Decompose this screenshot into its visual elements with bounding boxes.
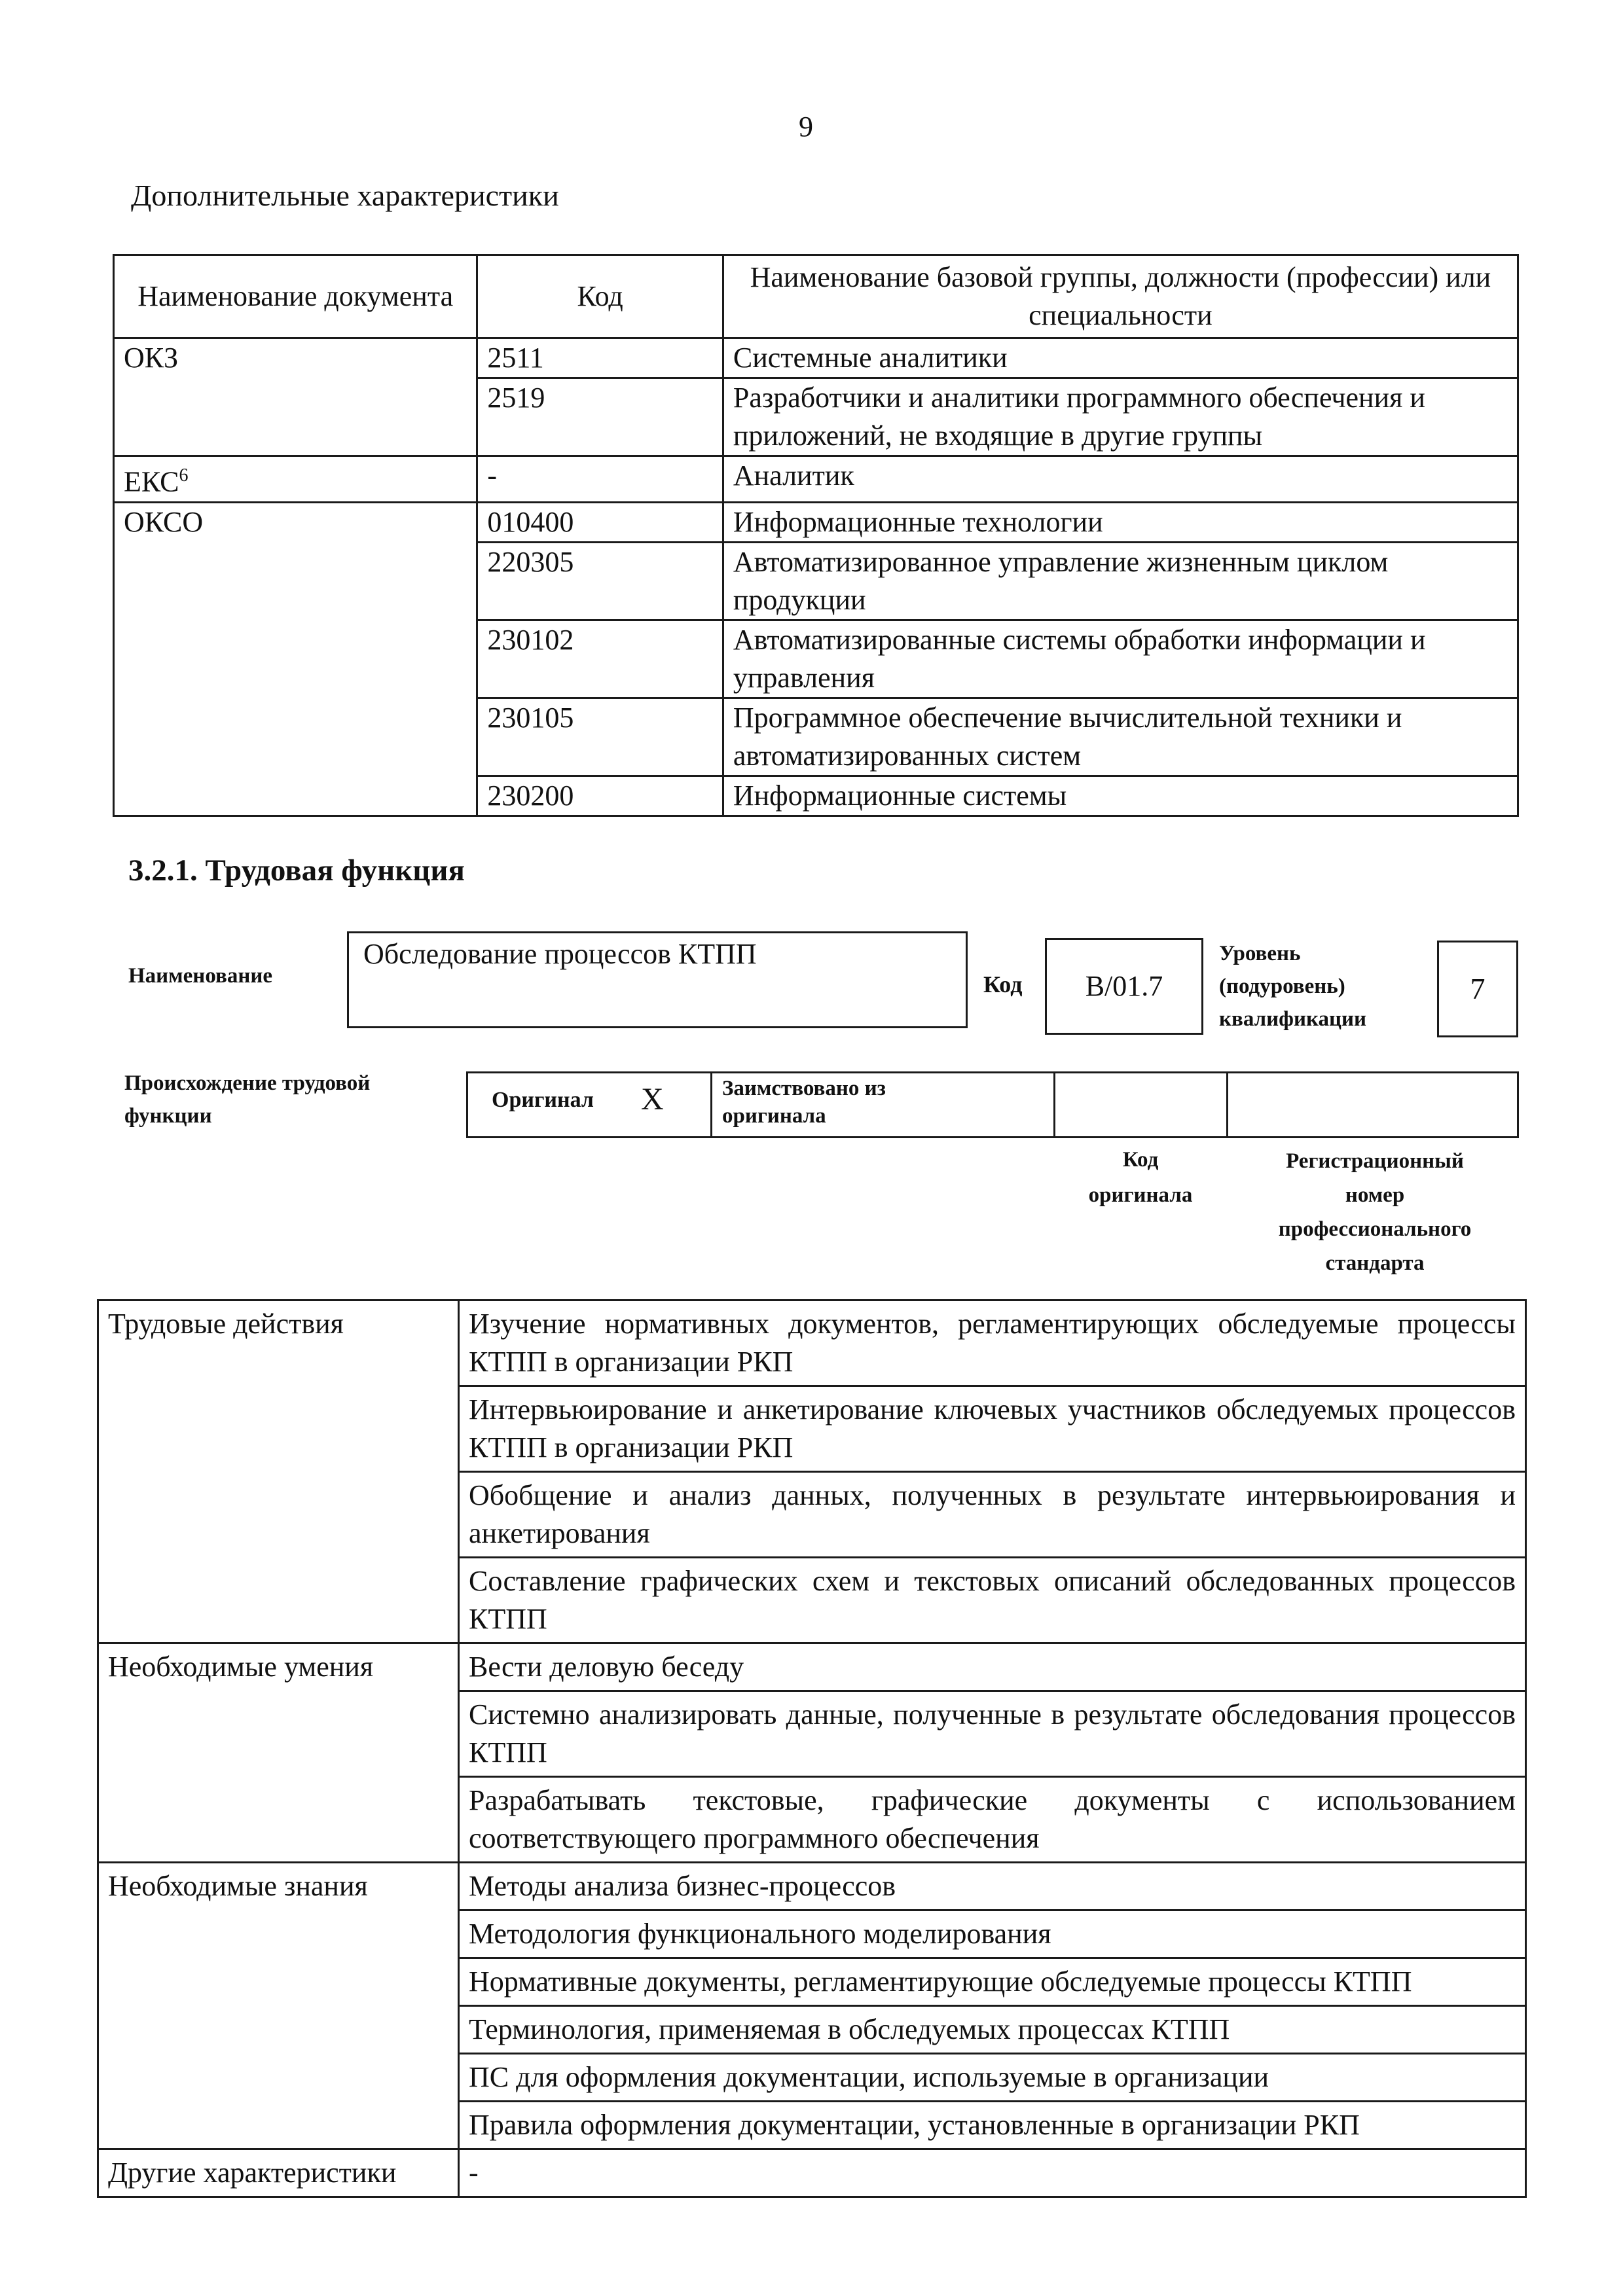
table-cell: Разрабатывать текстовые, графические документы с использованием соответствующего программного обеспечения — [459, 1777, 1526, 1863]
section-label: Трудовые действия — [98, 1300, 459, 1643]
registration-number-caption-line: номер — [1345, 1183, 1405, 1207]
name-cell: Автоматизированные системы обработки информации и управления — [723, 620, 1518, 698]
document-cell — [114, 338, 477, 456]
table-header-row — [114, 255, 1518, 338]
table-cell: Терминология, применяемая в обследуемых процессах КТПП — [459, 2006, 1526, 2054]
document-name: ОКСО — [124, 505, 204, 538]
labor-function-heading: 3.2.1. Трудовая функция — [128, 853, 465, 888]
page-number: 9 — [799, 111, 813, 143]
qualification-level-value: 7 — [1470, 972, 1486, 1005]
table-cell: Методология функционального моделирования — [459, 1910, 1526, 1958]
cell-divider — [1053, 1071, 1055, 1138]
document-name: ОКЗ — [124, 342, 179, 374]
name-cell: Аналитик — [723, 456, 1518, 503]
footnote-marker: 6 — [179, 465, 189, 486]
original-code-caption-line: Код — [1122, 1148, 1159, 1172]
table-row — [114, 502, 1518, 542]
cell-divider — [710, 1071, 712, 1138]
code-cell: 220305 — [477, 542, 723, 620]
section-heading: Дополнительные характеристики — [131, 179, 559, 212]
document-cell — [114, 456, 477, 503]
code-cell: - — [477, 456, 723, 503]
table-cell: Правила оформления документации, установленные в организации РКП — [459, 2102, 1526, 2149]
table-cell: Изучение нормативных документов, регламентирующих обследуемые процессы КТПП в организации РКП — [459, 1300, 1526, 1386]
name-cell: Автоматизированное управление жизненным циклом продукции — [723, 542, 1518, 620]
function-name-box — [347, 931, 968, 1028]
table-row — [114, 338, 1518, 378]
function-name-value: Обследование процессов КТПП — [363, 938, 757, 970]
borrowed-label — [722, 1075, 886, 1130]
origin-label — [124, 1067, 370, 1132]
column-header-document: Наименование документа — [114, 255, 477, 338]
table-cell: Нормативные документы, регламентирующие обследуемые процессы КТПП — [459, 1958, 1526, 2006]
table-row — [98, 1300, 1526, 1386]
table-cell: Вести деловую беседу — [459, 1643, 1526, 1691]
code-label: Код — [983, 971, 1023, 997]
registration-number-caption-line: профессионального — [1278, 1217, 1472, 1241]
code-cell: 2511 — [477, 338, 723, 378]
original-code-caption — [1051, 1142, 1230, 1213]
original-mark: X — [641, 1082, 664, 1117]
name-cell: Информационные технологии — [723, 502, 1518, 542]
cell-divider — [1226, 1071, 1228, 1138]
section-label: Другие характеристики — [98, 2149, 459, 2197]
table-cell: ПС для оформления документации, используемые в организации — [459, 2054, 1526, 2102]
document-name: ЕКС — [124, 465, 179, 498]
qualification-level-label — [1219, 937, 1366, 1035]
section-label: Необходимые знания — [98, 1863, 459, 2149]
table-cell: Обобщение и анализ данных, полученных в результате интервьюирования и анкетирования — [459, 1472, 1526, 1558]
registration-number-caption — [1231, 1144, 1519, 1280]
code-cell: 230102 — [477, 620, 723, 698]
table-row — [114, 456, 1518, 503]
function-code-value: B/01.7 — [1085, 970, 1163, 1002]
column-header-name: Наименование базовой группы, должности (профессии) или специальности — [723, 255, 1518, 338]
name-cell: Информационные системы — [723, 776, 1518, 816]
borrowed-label-line: Заимствовано из — [722, 1077, 886, 1100]
function-details-table — [97, 1299, 1527, 2198]
column-header-code: Код — [477, 255, 723, 338]
origin-label-line: Происхождение трудовой — [124, 1071, 371, 1095]
registration-number-caption-line: Регистрационный — [1286, 1149, 1464, 1173]
code-cell: 230105 — [477, 698, 723, 776]
qualification-level-label-line: Уровень — [1219, 942, 1301, 965]
table-cell: Составление графических схем и текстовых описаний обследованных процессов КТПП — [459, 1558, 1526, 1643]
name-cell: Разработчики и аналитики программного обеспечения и приложений, не входящие в другие группы — [723, 378, 1518, 456]
origin-label-line: функции — [124, 1104, 212, 1128]
code-cell: 2519 — [477, 378, 723, 456]
original-label: Оригинал — [492, 1088, 594, 1112]
borrowed-label-line: оригинала — [722, 1104, 826, 1128]
code-cell: 230200 — [477, 776, 723, 816]
table-row — [98, 2149, 1526, 2197]
origin-table — [466, 1071, 1519, 1138]
table-cell: Интервьюирование и анкетирование ключевых участников обследуемых процессов КТПП в организации РКП — [459, 1386, 1526, 1472]
table-cell: - — [459, 2149, 1526, 2197]
qualification-level-box — [1437, 941, 1518, 1037]
function-code-box — [1045, 938, 1203, 1035]
table-cell: Методы анализа бизнес-процессов — [459, 1863, 1526, 1910]
name-cell: Системные аналитики — [723, 338, 1518, 378]
table-cell: Системно анализировать данные, полученные в результате обследования процессов КТПП — [459, 1691, 1526, 1777]
qualification-level-label-line: квалификации — [1219, 1007, 1367, 1031]
name-label: Наименование — [128, 964, 272, 988]
document-cell — [114, 502, 477, 816]
code-cell: 010400 — [477, 502, 723, 542]
qualification-level-label-line: (подуровень) — [1219, 975, 1345, 998]
characteristics-table — [113, 254, 1519, 817]
table-row — [98, 1643, 1526, 1691]
name-cell: Программное обеспечение вычислительной техники и автоматизированных систем — [723, 698, 1518, 776]
section-label: Необходимые умения — [98, 1643, 459, 1863]
table-row — [98, 1863, 1526, 1910]
registration-number-caption-line: стандарта — [1325, 1251, 1425, 1275]
original-code-caption-line: оригинала — [1088, 1183, 1193, 1207]
